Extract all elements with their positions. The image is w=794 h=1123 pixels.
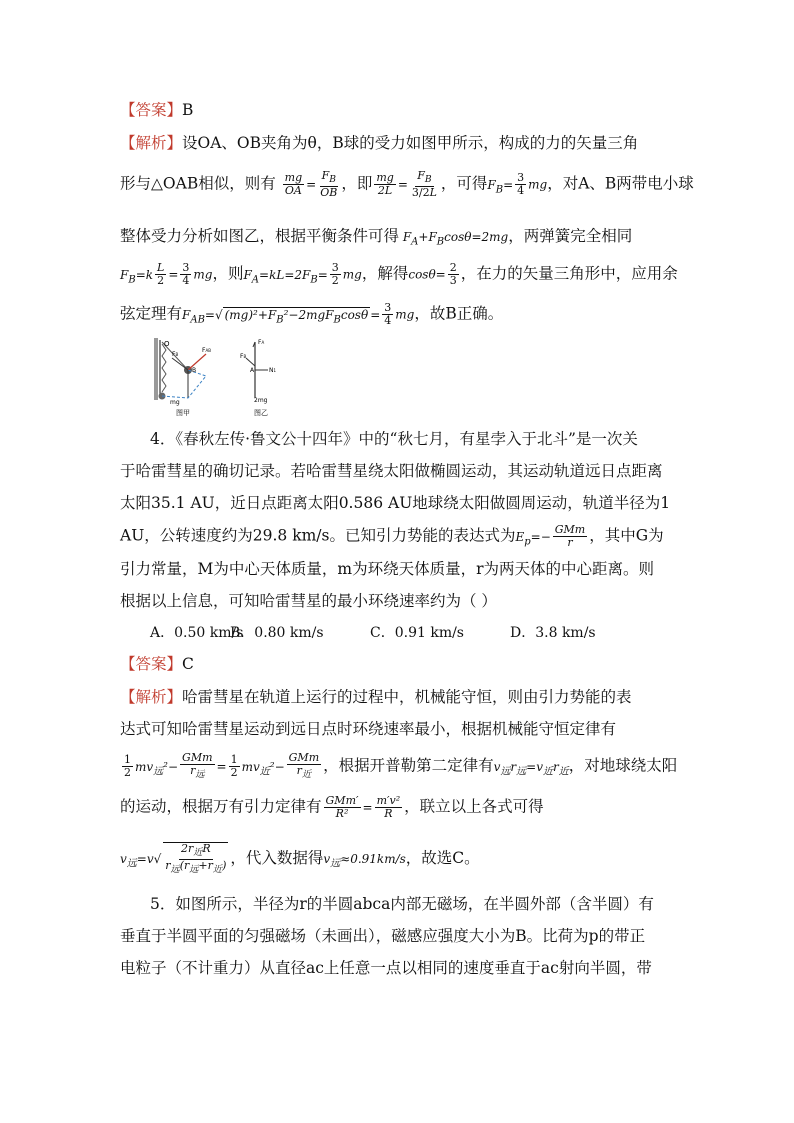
analysis-text: ，故B正确。 <box>414 304 504 323</box>
q4-analysis-line-4: 的运动，根据万有引力定律有 $\frac{\text{GMm′}}{\text{R²}}$ = $\frac{\text{m′v²}}{R}$ ，联立以上各式可得 <box>120 794 544 820</box>
q3-analysis-line-2: 形与△OAB相似，则有 $\frac{mg}{OA}$ = $\frac{F_B}{OB}$ ，即 $\frac{mg}{2L}$ = $\frac{F_B}{3/2L}$ ，可得$F_B=$ $\frac{3}{4}$ mg，对A、B两带电小球 <box>120 169 694 200</box>
svg-text:A: A <box>250 367 255 374</box>
analysis-text: ，根据开普勒第二定律有 <box>323 756 494 775</box>
figure-yi <box>240 339 277 417</box>
formula: $\frac{F_B}{3/2L}$ <box>411 169 437 200</box>
analysis-tag: 【解析】 <box>120 134 183 152</box>
analysis-text: 弦定理有 <box>120 304 183 323</box>
formula: $F_{AB}=√$ $(mg)^2+F_B^2-2mgF_B\cos\theta$ = <box>182 307 381 325</box>
analysis-text: ，故选C。 <box>405 849 480 868</box>
formula: $\frac{F_B}{OB}$ <box>320 169 338 200</box>
q4-analysis-line-5: $v_远=v√$ $\frac{2r_近R}{r_远(r_远+r_近)}$ ，代入数据得$v_远\approx 0.91km/s$，故选C。 <box>120 842 480 876</box>
analysis-text: ，则 <box>212 264 244 283</box>
svg-text:mg: mg <box>170 399 180 406</box>
q5-line-2: 垂直于半圆平面的匀强磁场（未画出），磁感应强度大小为B。比荷为p的带正 <box>120 927 646 945</box>
analysis-text: 哈雷彗星在轨道上运行的过程中，机械能守恒，则由引力势能的表 <box>182 688 632 706</box>
q4-line-5: 引力常量，M为中心天体质量，m为环绕天体质量，r为两天体的中心距离。则 <box>120 560 654 578</box>
formula: $v_远\approx 0.91km/s$ <box>323 852 406 870</box>
analysis-tag: 【解析】 <box>120 688 183 706</box>
analysis-text: 的运动，根据万有引力定律有 <box>120 797 322 816</box>
formula: $E_p=-$ <box>515 529 551 547</box>
svg-text:O: O <box>164 340 170 348</box>
q4-line-4: AU，公转速度约为29.8 km/s。已知引力势能的表达式为$E_p=-$ $\frac{\text{GMm}}{r}$ ，其中G为 <box>120 523 664 549</box>
answer-tag: 【答案】 <box>120 101 183 119</box>
analysis-text: ，代入数据得 <box>230 849 324 868</box>
analysis-text: ，两弹簧完全相同 <box>508 227 633 245</box>
analysis-text: 整体受力分析如图乙，根据平衡条件可得 <box>120 227 400 245</box>
q4-options <box>150 622 706 644</box>
svg-text:2mg: 2mg <box>254 397 268 404</box>
q5-line-1: 5．如图所示，半径为r的半圆abca内部无磁场，在半圆外部（含半圆）有 <box>150 895 654 913</box>
analysis-text: ，对地球绕太阳 <box>568 756 678 775</box>
option-c: C．0.91 km/s <box>370 625 464 641</box>
option-a: A．0.50 km/s <box>150 625 244 641</box>
answer-value: C <box>182 655 194 673</box>
q3-analysis-line-3 <box>120 225 676 253</box>
formula: $\frac{1}{2}$ <box>124 753 131 780</box>
formula: $F_B=k$ <box>120 267 154 285</box>
analysis-text: ，在力的矢量三角形中，应用余 <box>460 264 678 283</box>
q4-line-2: 于哈雷彗星的确切记录。若哈雷彗星绕太阳做椭圆运动，其运动轨道远日点距离 <box>120 462 663 480</box>
formula: $\frac{mg}{2L}$ <box>376 171 394 198</box>
q4-line-3: 太阳35.1 AU，近日点距离太阳0.586 AU地球绕太阳做圆周运动，轨道半径为1 <box>120 494 671 512</box>
q4-line-1: 4．《春秋左传·鲁文公十四年》中的“秋七月，有星孛入于北斗”是一次关 <box>150 430 638 448</box>
q3-analysis-line-5: 弦定理有$F_{AB}=√$ $(mg)^2+F_B^2-2mgF_B\cos\theta$ = $\frac{3}{4}$ mg，故B正确。 <box>120 301 504 327</box>
q3-answer-line <box>120 99 676 121</box>
question-text: AU，公转速度约为29.8 km/s。已知引力势能的表达式为 <box>120 526 516 545</box>
analysis-text: ，解得 <box>361 264 409 283</box>
q4-analysis-line-1 <box>120 686 676 708</box>
q3-analysis-line-4: $F_B=k$ $\frac{L}{2}$ = $\frac{3}{4}$ mg，则$F_A=kL=2F_B=$ $\frac{3}{2}$ mg，解得cosθ= $\frac{2}{3}$ ，在力的矢量三角形中，应用余 <box>120 261 678 287</box>
formula: $F_A=kL=2F_B=$ <box>243 267 328 285</box>
q4-analysis-line-2: 达式可知哈雷彗星运动到远日点时环绕速率最小，根据机械能守恒定律有 <box>120 720 617 738</box>
q4-analysis-line-3: $\frac{1}{2}$ $mv_远^2-$ $\frac{\text{GMm}}{r_远}$ = $\frac{1}{2}$ $mv_近^2-$ $\frac{\text{GMm}}{r_近}$ ，根据开普勒第二定律有$v_远r_远=v_近r_近$，对地球绕太阳 <box>124 751 678 781</box>
formula: $v_远r_远=v_近r_近$ <box>493 759 569 777</box>
formula: $\frac{mg}{OA}$ <box>284 171 303 198</box>
option-b: B．0.80 km/s <box>230 625 324 641</box>
analysis-text: ，联立以上各式可得 <box>404 797 544 816</box>
figure-jia <box>154 338 211 417</box>
answer-tag: 【答案】 <box>120 655 183 673</box>
analysis-text: 形与△OAB相似，则有 <box>120 174 276 193</box>
formula: $v_远=v$ <box>120 852 154 870</box>
analysis-text: ，即 <box>341 174 373 193</box>
q5-line-3: 电粒子（不计重力）从直径ac上任意一点以相同的速度垂直于ac射向半圆，带 <box>120 959 652 977</box>
analysis-text: ，对A、B两带电小球 <box>547 174 694 193</box>
fig-jia-label: 图甲 <box>176 409 190 417</box>
analysis-text: ，可得 <box>440 174 488 193</box>
question-text: ，其中G为 <box>589 526 664 545</box>
fig-yi-label: 图乙 <box>254 409 268 417</box>
q4-answer-line <box>120 653 676 675</box>
analysis-text: 设OA、OB夹角为θ，B球的受力如图甲所示，构成的力的矢量三角 <box>182 134 639 152</box>
answer-value: B <box>182 101 194 119</box>
svg-text:B: B <box>192 367 197 374</box>
svg-text:N1: N1 <box>269 367 277 374</box>
force-diagram-figures <box>150 336 310 418</box>
q3-analysis-line-1 <box>120 132 676 154</box>
formula: $\frac{\text{GMm′}}{\text{R²}}$ <box>325 794 359 820</box>
q4-line-6: 根据以上信息，可知哈雷彗星的最小环绕速率约为（ ） <box>120 592 497 610</box>
svg-text:FAB: FAB <box>202 347 211 354</box>
svg-text:FB: FB <box>240 353 247 360</box>
formula: $F_A+F_B\cos\theta=2mg$ <box>399 230 509 248</box>
svg-text:FB: FB <box>172 351 179 358</box>
option-d: D．3.8 km/s <box>510 625 596 641</box>
svg-text:FA: FA <box>258 339 265 346</box>
